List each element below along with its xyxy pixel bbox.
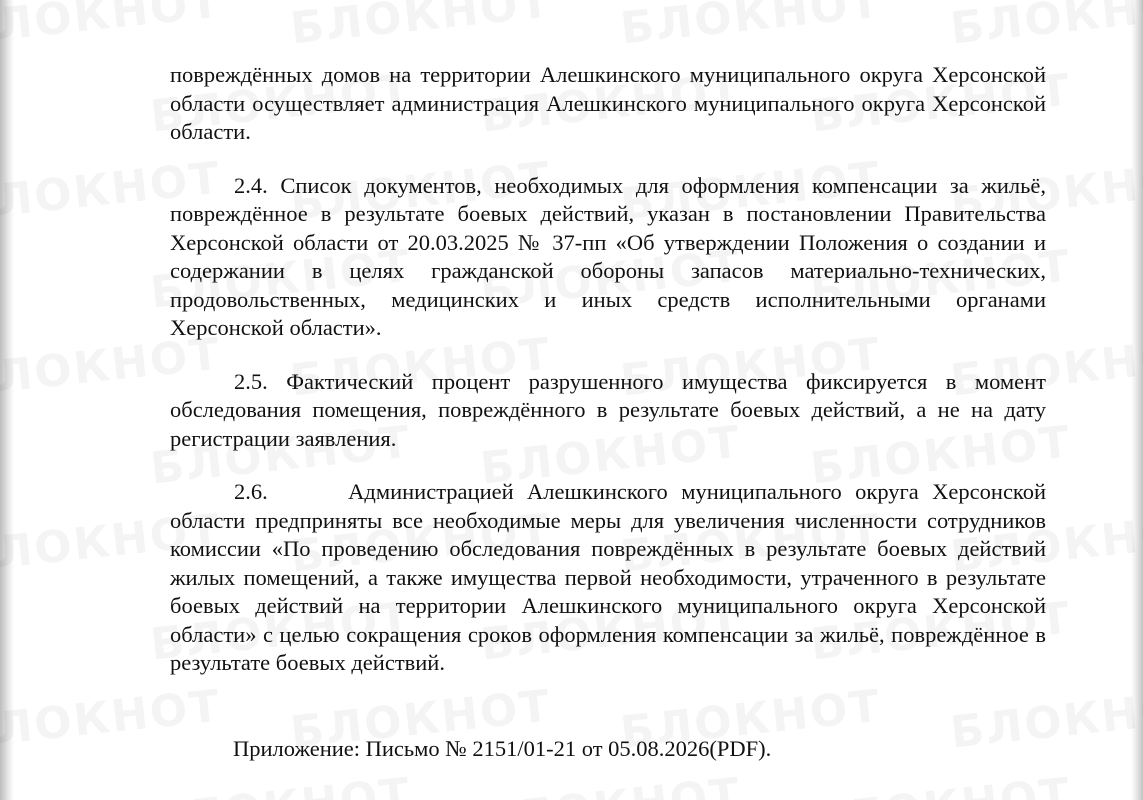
watermark-mark bbox=[948, 680, 1143, 758]
paragraph-2-4 bbox=[170, 172, 1046, 343]
paragraph-text: Список документов, необходимых для оформления компенсации за жильё, повреждённое в результате боевых действий, указан в постановлении Правительства Херсонской области от 20.03.2025 № 37-пп «Об утверждении Положения о создании и содержании в целях гражданской обороны запасов материально-технических, продовольственных, медицинских и иных средств исполнительными органами Херсонской области». bbox=[170, 172, 1046, 340]
watermark-mark bbox=[478, 768, 744, 800]
paragraph-number: 2.5. bbox=[234, 368, 268, 394]
watermark-mark bbox=[288, 0, 554, 55]
paragraph-2-5 bbox=[170, 368, 1046, 454]
attachment-line: Приложение: Письмо № 2151/01-21 от 05.08.2026(PDF). bbox=[233, 736, 772, 761]
paragraph-text: Администрацией Алешкинского муниципального округа Херсонской области предприняты все необходимые меры для увеличения численности сотрудников комиссии «По проведению обследования повреждённых в результате боевых действий жилых помещений, а также имущества первой необходимости, утраченного в результате боевых действий на территории Алешкинского муниципального округа Херсонской области» с целью сокращения сроков оформления компенсации за жильё, повреждённое в результате боевых действий. bbox=[170, 479, 1047, 675]
watermark-mark bbox=[0, 680, 224, 758]
paragraph-number: 2.4. bbox=[234, 172, 268, 198]
watermark-mark bbox=[948, 0, 1143, 55]
intro-paragraph: повреждённых домов на территории Алешкинского муниципального округа Херсонской области осуществляет администрация Алешкинского муниципального округа Херсонской области. bbox=[170, 62, 1046, 144]
page-right-edge bbox=[1131, 0, 1143, 800]
paragraph-2-6 bbox=[170, 478, 1046, 678]
watermark-mark bbox=[618, 0, 884, 55]
document-body bbox=[170, 61, 1046, 678]
paragraph-number: 2.6. bbox=[234, 479, 268, 504]
paragraph-text: Фактический процент разрушенного имущества фиксируется в момент обследования помещения, повреждённого в результате боевых действий, а не на дату регистрации заявления. bbox=[170, 368, 1047, 451]
watermark-mark bbox=[808, 768, 1074, 800]
page-left-edge bbox=[0, 0, 14, 800]
watermark-mark bbox=[0, 0, 224, 55]
watermark-mark bbox=[148, 768, 414, 800]
